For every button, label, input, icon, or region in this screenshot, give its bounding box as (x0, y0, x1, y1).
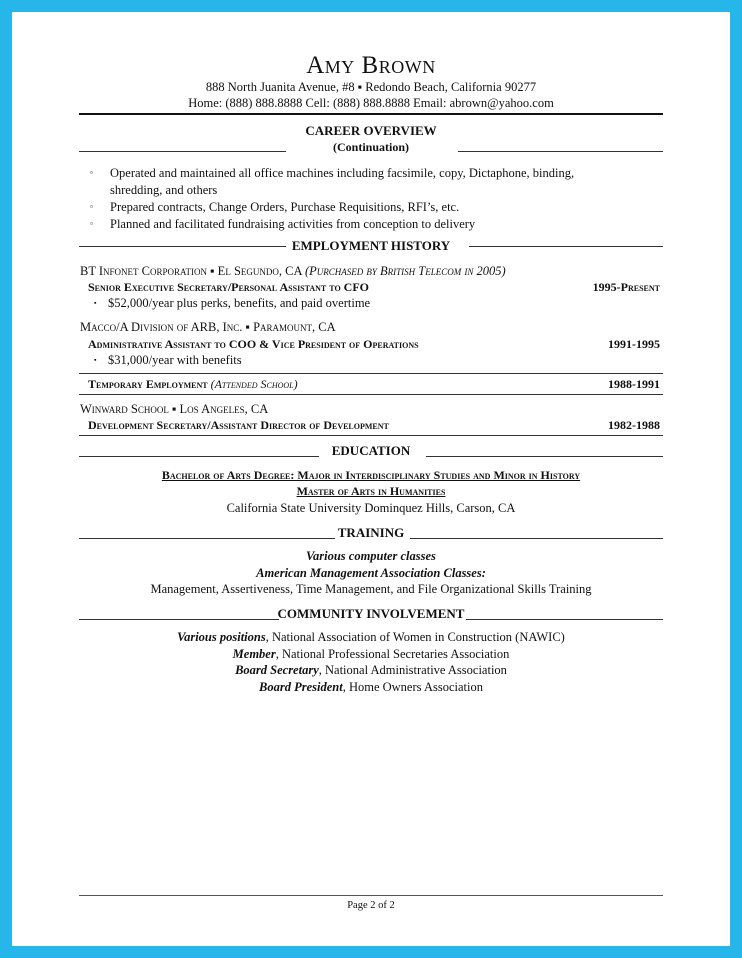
career-bullet: ▫ Operated and maintained all office machines including facsimile, copy, Dictaphone, binding, shredding, and others (90, 166, 575, 197)
job-dates: 1988-1991 (608, 377, 660, 391)
page-number: Page 2 of 2 (347, 900, 395, 911)
job-company: Winward School ▪ Los Angeles, CA (80, 402, 269, 416)
job-title: Senior Executive Secretary/Personal Assistant to CFO (88, 280, 370, 294)
degree-1: Bachelor of Arts Degree: Major in Interdisciplinary Studies and Minor in History (161, 468, 581, 482)
footer-divider (79, 895, 663, 896)
job-detail: ▪ $52,000/year plus perks, benefits, and paid overtime (94, 296, 371, 310)
school-name: California State University Dominquez Hills, Carson, CA (226, 501, 516, 515)
community-item: Member, National Professional Secretaries Association (232, 647, 510, 661)
job-title: Temporary Employment (Attended School) (88, 377, 298, 391)
career-bullet: ▫ Planned and facilitated fundraising activities from conception to delivery (90, 217, 476, 231)
job-company: Macco/A Division of ARB, Inc. ▪ Paramount, CA (80, 320, 336, 334)
job-title: Administrative Assistant to COO & Vice President of Operations (88, 337, 419, 351)
community-title: COMMUNITY INVOLVEMENT (277, 606, 465, 621)
section-rule-right (410, 538, 663, 539)
resume-page (12, 12, 730, 946)
job-divider (79, 435, 663, 436)
career-bullet: ▫ Prepared contracts, Change Orders, Purchase Requisitions, RFI’s, etc. (90, 200, 460, 214)
address-line: 888 North Juanita Avenue, #8 ▪ Redondo Beach, California 90277 (205, 80, 537, 94)
community-item: Board President, Home Owners Association (259, 680, 483, 694)
job-title: Development Secretary/Assistant Director of Development (88, 418, 389, 432)
job-dates: 1991-1995 (608, 337, 660, 351)
job-dates: 1995-Present (592, 280, 660, 294)
education-title: EDUCATION (331, 443, 411, 458)
career-overview-subtitle: (Continuation) (332, 140, 409, 154)
job-company: BT Infonet Corporation ▪ El Segundo, CA (Purchased by British Telecom in 2005) (80, 264, 506, 278)
job-detail: ▪ $31,000/year with benefits (94, 353, 242, 367)
training-line-1: Various computer classes (306, 549, 436, 563)
section-rule-right (426, 456, 663, 457)
section-rule-right (469, 246, 663, 247)
degree-2: Master of Arts in Humanities (296, 484, 446, 498)
section-rule-left (79, 151, 286, 152)
job-divider (79, 394, 663, 395)
candidate-name: Amy Brown (306, 52, 436, 79)
career-overview-title: CAREER OVERVIEW (305, 123, 437, 138)
training-title: TRAINING (337, 525, 405, 540)
employment-history-title: EMPLOYMENT HISTORY (291, 238, 451, 253)
training-line-2: American Management Association Classes: (256, 566, 486, 580)
community-item: Various positions, National Association of Women in Construction (NAWIC) (177, 630, 565, 644)
community-item: Board Secretary, National Administrative Association (235, 663, 507, 677)
contact-line: Home: (888) 888.8888 Cell: (888) 888.8888 Email: abrown@yahoo.com (188, 96, 554, 110)
section-rule-right (458, 151, 663, 152)
training-line-3: Management, Assertiveness, Time Management, and File Organizational Skills Training (150, 582, 592, 596)
job-divider (79, 373, 663, 374)
header-divider (79, 113, 663, 115)
section-rule-right (466, 619, 663, 620)
job-dates: 1982-1988 (608, 418, 660, 432)
